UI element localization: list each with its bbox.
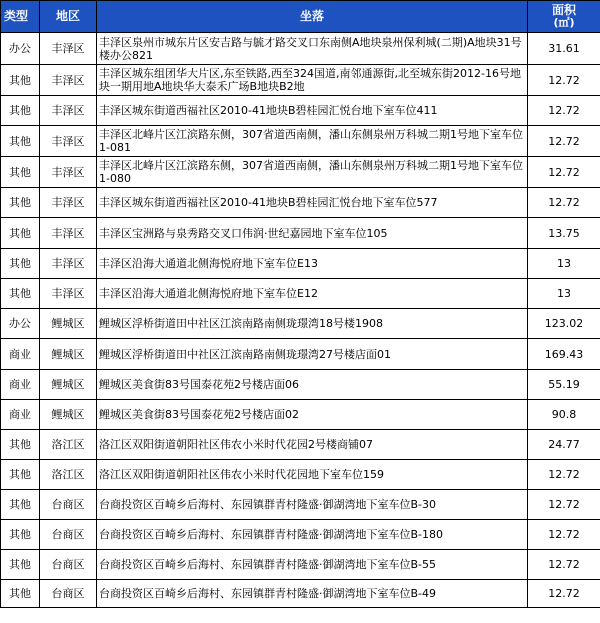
cell-location: 洛江区双阳街道朝阳社区伟农小米时代花园2号楼商铺07 — [97, 430, 528, 460]
cell-location: 洛江区双阳街道朝阳社区伟农小米时代花园地下室车位159 — [97, 460, 528, 490]
cell-location: 台商投资区百崎乡后海村、东园镇群青村隆盛·御湖湾地下室车位B-30 — [97, 490, 528, 520]
cell-location: 丰泽区沿海大通道北侧海悦府地下室车位E12 — [97, 279, 528, 309]
cell-type: 其他 — [1, 520, 40, 550]
cell-type: 其他 — [1, 550, 40, 580]
cell-district: 丰泽区 — [40, 218, 97, 249]
table-row — [1, 520, 600, 550]
cell-location: 丰泽区城东街道西福社区2010-41地块B碧桂园汇悦台地下室车位577 — [97, 188, 528, 218]
header-location: 坐落 — [97, 1, 528, 33]
cell-area: 12.72 — [528, 96, 600, 126]
cell-area: 12.72 — [528, 550, 600, 580]
cell-location: 台商投资区百崎乡后海村、东园镇群青村隆盛·御湖湾地下室车位B-55 — [97, 550, 528, 580]
cell-area: 90.8 — [528, 400, 600, 430]
cell-type: 其他 — [1, 96, 40, 126]
cell-type: 其他 — [1, 157, 40, 188]
cell-district: 丰泽区 — [40, 65, 97, 96]
cell-location: 鲤城区浮桥街道田中社区江滨南路南侧珑璟湾18号楼1908 — [97, 309, 528, 339]
cell-district: 台商区 — [40, 520, 97, 550]
cell-location: 丰泽区宝洲路与泉秀路交叉口伟润·世纪嘉园地下室车位105 — [97, 218, 528, 249]
cell-location: 丰泽区北峰片区江滨路东侧，307省道西南侧，潘山东侧泉州万科城二期1号地下室车位1-081 — [97, 126, 528, 157]
cell-location: 丰泽区沿海大通道北侧海悦府地下室车位E13 — [97, 249, 528, 279]
table-row — [1, 580, 600, 608]
table-row — [1, 249, 600, 279]
header-area — [528, 1, 600, 33]
cell-area: 12.72 — [528, 580, 600, 608]
cell-district: 鲤城区 — [40, 339, 97, 370]
table-row — [1, 65, 600, 96]
cell-area: 12.72 — [528, 126, 600, 157]
cell-district: 台商区 — [40, 580, 97, 608]
cell-area: 13.75 — [528, 218, 600, 249]
cell-area: 55.19 — [528, 370, 600, 400]
cell-type: 办公 — [1, 33, 40, 65]
cell-area: 123.02 — [528, 309, 600, 339]
header-area-unit: (㎡) — [553, 16, 575, 29]
cell-area: 12.72 — [528, 157, 600, 188]
cell-district: 丰泽区 — [40, 96, 97, 126]
cell-area: 12.72 — [528, 520, 600, 550]
table-row — [1, 339, 600, 370]
table-row — [1, 370, 600, 400]
cell-district: 丰泽区 — [40, 249, 97, 279]
cell-location: 台商投资区百崎乡后海村、东园镇群青村隆盛·御湖湾地下室车位B-180 — [97, 520, 528, 550]
table-row — [1, 126, 600, 157]
header-type: 类型 — [1, 1, 40, 33]
cell-location: 丰泽区城东街道西福社区2010-41地块B碧桂园汇悦台地下室车位411 — [97, 96, 528, 126]
table-row — [1, 309, 600, 339]
header-district: 地区 — [40, 1, 97, 33]
cell-district: 丰泽区 — [40, 279, 97, 309]
table-row — [1, 430, 600, 460]
cell-type: 其他 — [1, 218, 40, 249]
table-row — [1, 188, 600, 218]
cell-district: 丰泽区 — [40, 126, 97, 157]
cell-type: 其他 — [1, 65, 40, 96]
cell-district: 台商区 — [40, 550, 97, 580]
cell-location: 丰泽区北峰片区江滨路东侧，307省道西南侧，潘山东侧泉州万科城二期1号地下室车位1-080 — [97, 157, 528, 188]
cell-location: 台商投资区百崎乡后海村、东园镇群青村隆盛·御湖湾地下室车位B-49 — [97, 580, 528, 608]
cell-district: 鲤城区 — [40, 400, 97, 430]
cell-type: 商业 — [1, 339, 40, 370]
cell-location: 丰泽区城东组团华大片区,东至铁路,西至324国道,南邻通源街,北至城东街2012-16号地块一期用地A地块华大泰禾广场B地块B2地 — [97, 65, 528, 96]
cell-type: 商业 — [1, 400, 40, 430]
cell-type: 其他 — [1, 126, 40, 157]
cell-type: 其他 — [1, 430, 40, 460]
cell-district: 洛江区 — [40, 460, 97, 490]
cell-district: 鲤城区 — [40, 370, 97, 400]
table-row — [1, 490, 600, 520]
cell-area: 12.72 — [528, 65, 600, 96]
cell-area: 12.72 — [528, 490, 600, 520]
cell-type: 其他 — [1, 188, 40, 218]
cell-type: 商业 — [1, 370, 40, 400]
cell-area: 13 — [528, 279, 600, 309]
cell-location: 鲤城区美食街83号国泰花苑2号楼店面06 — [97, 370, 528, 400]
cell-type: 其他 — [1, 249, 40, 279]
cell-type: 其他 — [1, 490, 40, 520]
table-row — [1, 33, 600, 65]
cell-type: 其他 — [1, 460, 40, 490]
cell-district: 丰泽区 — [40, 33, 97, 65]
table-row — [1, 218, 600, 249]
cell-type: 办公 — [1, 309, 40, 339]
cell-area: 12.72 — [528, 460, 600, 490]
header-row — [1, 1, 600, 33]
cell-location: 丰泽区泉州市城东片区安吉路与毓才路交叉口东南侧A地块泉州保利城(二期)A地块31号楼办公821 — [97, 33, 528, 65]
cell-area: 169.43 — [528, 339, 600, 370]
cell-area: 24.77 — [528, 430, 600, 460]
cell-district: 丰泽区 — [40, 188, 97, 218]
table-row — [1, 460, 600, 490]
table-row — [1, 96, 600, 126]
cell-district: 台商区 — [40, 490, 97, 520]
cell-district: 鲤城区 — [40, 309, 97, 339]
table-row — [1, 550, 600, 580]
cell-area: 12.72 — [528, 188, 600, 218]
table-row — [1, 400, 600, 430]
cell-area: 31.61 — [528, 33, 600, 65]
table-row — [1, 279, 600, 309]
cell-district: 洛江区 — [40, 430, 97, 460]
cell-location: 鲤城区浮桥街道田中社区江滨南路南侧珑璟湾27号楼店面01 — [97, 339, 528, 370]
cell-district: 丰泽区 — [40, 157, 97, 188]
cell-type: 其他 — [1, 279, 40, 309]
table-row — [1, 157, 600, 188]
cell-area: 13 — [528, 249, 600, 279]
header-area-label: 面积 — [551, 3, 576, 17]
cell-location: 鲤城区美食街83号国泰花苑2号楼店面02 — [97, 400, 528, 430]
cell-type: 其他 — [1, 580, 40, 608]
